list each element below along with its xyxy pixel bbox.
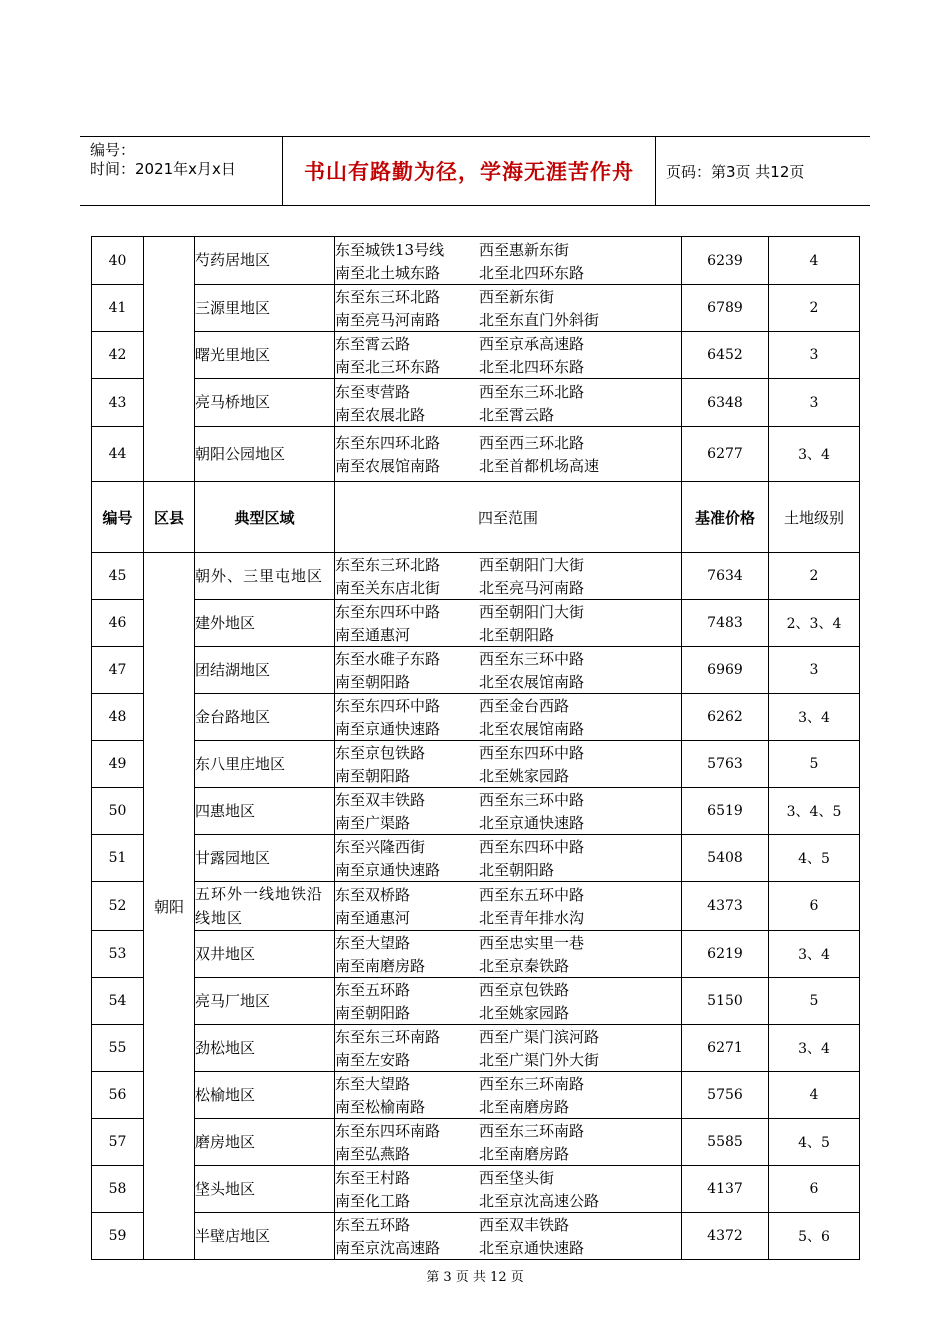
bound-text: 南至广渠路 (335, 814, 411, 832)
bounds-cell (335, 694, 682, 741)
page-footer: 第 3 页 共 12 页 (426, 1270, 524, 1285)
bound-text: 北至京沈高速公路 (479, 1192, 600, 1210)
bound-text: 西至京承高速路 (479, 335, 585, 353)
bounds-line (335, 741, 681, 764)
bounds-cell (335, 788, 682, 835)
land-level: 2 (769, 553, 860, 600)
row-number: 48 (92, 694, 144, 741)
bound-text: 北至京通快速路 (479, 814, 585, 832)
bounds-cell (335, 882, 682, 931)
bounds-line (335, 380, 681, 403)
table-row (92, 1025, 860, 1072)
row-number: 50 (92, 788, 144, 835)
bound-text: 东至东四环中路 (335, 603, 441, 621)
header-bounds: 四至范围 (335, 482, 682, 553)
bounds-line (335, 308, 681, 331)
bound-text: 东至王村路 (335, 1169, 411, 1187)
bound-text: 东至东四环北路 (335, 434, 441, 452)
row-number: 55 (92, 1025, 144, 1072)
row-number: 42 (92, 332, 144, 379)
bound-text: 南至亮马河南路 (335, 311, 441, 329)
land-price-table (91, 236, 860, 1260)
bound-text: 东至东三环北路 (335, 288, 441, 306)
bounds-line (335, 431, 681, 454)
bound-text: 南至朝阳路 (335, 767, 411, 785)
bounds-line (335, 1095, 681, 1118)
base-price: 4372 (682, 1213, 769, 1260)
bounds-cell (335, 647, 682, 694)
page-number-label: 页码：第3页 共12页 (666, 162, 805, 181)
region-name: 垡头地区 (195, 1166, 335, 1213)
bounds-cell (335, 1166, 682, 1213)
bounds-line (335, 717, 681, 740)
region-name: 朝外、三里屯地区 (195, 553, 335, 600)
bounds-cell (335, 1072, 682, 1119)
bound-text: 东至东四环中路 (335, 697, 441, 715)
bound-text: 北至青年排水沟 (479, 909, 585, 927)
bounds-line (335, 694, 681, 717)
land-level: 3 (769, 332, 860, 379)
region-name: 双井地区 (195, 931, 335, 978)
bound-text: 西至朝阳门大街 (479, 556, 585, 574)
base-price: 5408 (682, 835, 769, 882)
bound-text: 北至首都机场高速 (479, 457, 600, 475)
bounds-cell (335, 1213, 682, 1260)
bound-text: 西至忠实里一巷 (479, 934, 585, 952)
bound-text: 南至通惠河 (335, 626, 411, 644)
bounds-line (335, 1236, 681, 1259)
bounds-line (335, 858, 681, 881)
bound-text: 西至京包铁路 (479, 981, 570, 999)
bound-text: 西至东三环中路 (479, 650, 585, 668)
land-level: 5 (769, 741, 860, 788)
bounds-line (335, 623, 681, 646)
bound-text: 南至南磨房路 (335, 957, 426, 975)
bound-text: 北至亮马河南路 (479, 579, 585, 597)
bound-text: 北至北四环东路 (479, 358, 585, 376)
bound-text: 西至朝阳门大街 (479, 603, 585, 621)
table-row (92, 647, 860, 694)
row-number: 58 (92, 1166, 144, 1213)
base-price: 6969 (682, 647, 769, 694)
bound-text: 北至姚家园路 (479, 1004, 570, 1022)
bound-text: 南至北土城东路 (335, 263, 441, 282)
bounds-cell (335, 427, 682, 482)
land-level: 5 (769, 978, 860, 1025)
land-level: 4、5 (769, 835, 860, 882)
bound-text: 西至东三环南路 (479, 1122, 585, 1140)
base-price: 4137 (682, 1166, 769, 1213)
bound-text: 东至兴隆西街 (335, 838, 426, 856)
header-no: 编号 (92, 482, 144, 553)
land-level: 3 (769, 647, 860, 694)
land-level: 4 (769, 1072, 860, 1119)
bounds-line (335, 1142, 681, 1165)
bound-text: 东至五环路 (335, 1216, 411, 1234)
header-price: 基准价格 (682, 482, 769, 553)
row-number: 59 (92, 1213, 144, 1260)
bounds-cell (335, 553, 682, 600)
base-price: 6348 (682, 379, 769, 427)
bound-text: 南至左安路 (335, 1051, 411, 1069)
bound-text: 西至金台西路 (479, 697, 570, 715)
region-name: 芍药居地区 (195, 237, 335, 285)
bounds-line (335, 906, 681, 929)
bounds-line (335, 764, 681, 787)
region-name: 磨房地区 (195, 1119, 335, 1166)
row-number: 54 (92, 978, 144, 1025)
bound-text: 北至北四环东路 (479, 263, 585, 282)
land-level: 4、5 (769, 1119, 860, 1166)
bound-text: 南至朝阳路 (335, 1004, 411, 1022)
base-price: 6271 (682, 1025, 769, 1072)
table-row (92, 882, 860, 931)
bounds-line (335, 355, 681, 378)
bound-text: 西至惠新东街 (479, 240, 570, 259)
bound-text: 北至姚家园路 (479, 767, 570, 785)
bound-text: 南至京沈高速路 (335, 1239, 441, 1257)
table-row (92, 741, 860, 788)
bound-text: 东至双桥路 (335, 886, 411, 904)
bounds-line (335, 403, 681, 426)
bound-text: 东至东四环南路 (335, 1122, 441, 1140)
row-number: 57 (92, 1119, 144, 1166)
row-number: 53 (92, 931, 144, 978)
row-number: 56 (92, 1072, 144, 1119)
bounds-line (335, 835, 681, 858)
bound-text: 南至松榆南路 (335, 1098, 426, 1116)
bound-text: 南至关东店北街 (335, 579, 441, 597)
header-region: 典型区域 (195, 482, 335, 553)
bounds-line (335, 1189, 681, 1212)
bound-text: 北至南磨房路 (479, 1098, 570, 1116)
row-number: 49 (92, 741, 144, 788)
header-county: 区县 (144, 482, 195, 553)
bound-text: 东至东三环北路 (335, 556, 441, 574)
base-price: 5756 (682, 1072, 769, 1119)
bound-text: 南至通惠河 (335, 909, 411, 927)
bounds-cell (335, 1025, 682, 1072)
bounds-line (335, 238, 681, 261)
bound-text: 西至东四环中路 (479, 838, 585, 856)
bound-text: 东至城铁13号线 (335, 240, 445, 259)
bounds-cell (335, 978, 682, 1025)
bounds-line (335, 576, 681, 599)
table-row (92, 1213, 860, 1260)
header-level: 土地级别 (769, 482, 860, 553)
bound-text: 东至水碓子东路 (335, 650, 441, 668)
land-level: 6 (769, 1166, 860, 1213)
region-name: 三源里地区 (195, 285, 335, 332)
table-row (92, 237, 860, 285)
bounds-line (335, 1025, 681, 1048)
bounds-cell (335, 835, 682, 882)
bound-text: 南至化工路 (335, 1192, 411, 1210)
row-number: 46 (92, 600, 144, 647)
region-name: 四惠地区 (195, 788, 335, 835)
region-name: 松榆地区 (195, 1072, 335, 1119)
region-name: 甘露园地区 (195, 835, 335, 882)
bound-text: 南至农展北路 (335, 405, 426, 424)
table-row (92, 978, 860, 1025)
bound-text: 东至大望路 (335, 934, 411, 952)
table-row (92, 427, 860, 482)
bounds-cell (335, 741, 682, 788)
region-name: 亮马厂地区 (195, 978, 335, 1025)
bound-text: 南至京通快速路 (335, 720, 441, 738)
bounds-line (335, 285, 681, 308)
bound-text: 西至双丰铁路 (479, 1216, 570, 1234)
bounds-line (335, 332, 681, 355)
county-cell: 朝阳 (144, 553, 195, 1260)
bound-text: 东至霄云路 (335, 335, 411, 353)
bound-text: 东至大望路 (335, 1075, 411, 1093)
bound-text: 西至东三环中路 (479, 791, 585, 809)
bounds-line (335, 454, 681, 477)
bounds-line (335, 1048, 681, 1071)
land-level: 3、4、5 (769, 788, 860, 835)
bounds-line (335, 1072, 681, 1095)
bounds-line (335, 261, 681, 284)
bound-text: 北至京秦铁路 (479, 957, 570, 975)
bound-text: 东至东三环南路 (335, 1028, 441, 1046)
table-row (92, 600, 860, 647)
row-number: 47 (92, 647, 144, 694)
bound-text: 南至农展馆南路 (335, 457, 441, 475)
bound-text: 东至双丰铁路 (335, 791, 426, 809)
table-row (92, 285, 860, 332)
bounds-cell (335, 1119, 682, 1166)
base-price: 7483 (682, 600, 769, 647)
region-name: 金台路地区 (195, 694, 335, 741)
table-row (92, 1119, 860, 1166)
bound-text: 南至京通快速路 (335, 861, 441, 879)
bounds-cell (335, 600, 682, 647)
bounds-line (335, 1166, 681, 1189)
bound-text: 东至枣营路 (335, 382, 411, 401)
base-price: 5585 (682, 1119, 769, 1166)
land-level: 2、3、4 (769, 600, 860, 647)
bound-text: 西至东四环中路 (479, 744, 585, 762)
bounds-line (335, 670, 681, 693)
base-price: 6452 (682, 332, 769, 379)
base-price: 4373 (682, 882, 769, 931)
page-header (80, 136, 870, 206)
bounds-line (335, 1001, 681, 1024)
county-cell (144, 237, 195, 482)
table-row (92, 379, 860, 427)
bound-text: 西至东三环南路 (479, 1075, 585, 1093)
bounds-line (335, 647, 681, 670)
bound-text: 北至京通快速路 (479, 1239, 585, 1257)
bound-text: 东至京包铁路 (335, 744, 426, 762)
land-level: 6 (769, 882, 860, 931)
bounds-line (335, 978, 681, 1001)
bounds-line (335, 1213, 681, 1236)
bound-text: 南至北三环东路 (335, 358, 441, 376)
row-number: 44 (92, 427, 144, 482)
bound-text: 南至朝阳路 (335, 673, 411, 691)
base-price: 5150 (682, 978, 769, 1025)
land-level: 3 (769, 379, 860, 427)
bound-text: 北至农展馆南路 (479, 673, 585, 691)
bounds-line (335, 553, 681, 576)
bound-text: 西至新东街 (479, 288, 555, 306)
bound-text: 西至东三环北路 (479, 382, 585, 401)
table-row (92, 553, 860, 600)
table-row (92, 332, 860, 379)
base-price: 6277 (682, 427, 769, 482)
motto: 书山有路勤为径，学海无涯苦作舟 (283, 137, 656, 205)
header-meta (80, 137, 283, 205)
base-price: 6239 (682, 237, 769, 285)
table-header-row (92, 482, 860, 553)
bounds-cell (335, 931, 682, 978)
row-number: 51 (92, 835, 144, 882)
land-level: 2 (769, 285, 860, 332)
land-level: 5、6 (769, 1213, 860, 1260)
land-level: 3、4 (769, 931, 860, 978)
table-row (92, 835, 860, 882)
base-price: 5763 (682, 741, 769, 788)
bound-text: 西至西三环北路 (479, 434, 585, 452)
bounds-line (335, 954, 681, 977)
base-price: 6262 (682, 694, 769, 741)
bounds-line (335, 1119, 681, 1142)
row-number: 41 (92, 285, 144, 332)
table-row (92, 1166, 860, 1213)
bound-text: 北至东直门外斜街 (479, 311, 600, 329)
bounds-cell (335, 285, 682, 332)
region-name: 东八里庄地区 (195, 741, 335, 788)
land-level: 3、4 (769, 427, 860, 482)
bounds-line (335, 811, 681, 834)
row-number: 43 (92, 379, 144, 427)
region-name: 朝阳公园地区 (195, 427, 335, 482)
land-level: 4 (769, 237, 860, 285)
region-name: 劲松地区 (195, 1025, 335, 1072)
region-name: 亮马桥地区 (195, 379, 335, 427)
row-number: 40 (92, 237, 144, 285)
bounds-line (335, 931, 681, 954)
row-number: 45 (92, 553, 144, 600)
table-row (92, 694, 860, 741)
land-level: 3、4 (769, 1025, 860, 1072)
bounds-cell (335, 332, 682, 379)
number-label: 编号： (90, 141, 136, 159)
time-label: 时间：2021年x月x日 (90, 160, 236, 178)
region-name: 团结湖地区 (195, 647, 335, 694)
base-price: 6789 (682, 285, 769, 332)
land-level: 3、4 (769, 694, 860, 741)
row-number: 52 (92, 882, 144, 931)
bound-text: 西至广渠门滨河路 (479, 1028, 600, 1046)
table-row (92, 788, 860, 835)
bound-text: 西至垡头街 (479, 1169, 555, 1187)
region-name: 半壁店地区 (195, 1213, 335, 1260)
base-price: 6519 (682, 788, 769, 835)
bound-text: 东至五环路 (335, 981, 411, 999)
region-name: 曙光里地区 (195, 332, 335, 379)
bounds-line (335, 788, 681, 811)
region-name: 五环外一线地铁沿线地区 (195, 882, 335, 931)
bound-text: 北至朝阳路 (479, 861, 555, 879)
table-row (92, 1072, 860, 1119)
region-name: 建外地区 (195, 600, 335, 647)
bounds-line (335, 600, 681, 623)
bound-text: 北至霄云路 (479, 405, 555, 424)
table-row (92, 931, 860, 978)
bounds-cell (335, 379, 682, 427)
bound-text: 北至广渠门外大街 (479, 1051, 600, 1069)
bounds-cell (335, 237, 682, 285)
bound-text: 北至农展馆南路 (479, 720, 585, 738)
base-price: 7634 (682, 553, 769, 600)
bound-text: 北至南磨房路 (479, 1145, 570, 1163)
bounds-line (335, 883, 681, 906)
bound-text: 北至朝阳路 (479, 626, 555, 644)
base-price: 6219 (682, 931, 769, 978)
bound-text: 西至东五环中路 (479, 886, 585, 904)
bound-text: 南至弘燕路 (335, 1145, 411, 1163)
